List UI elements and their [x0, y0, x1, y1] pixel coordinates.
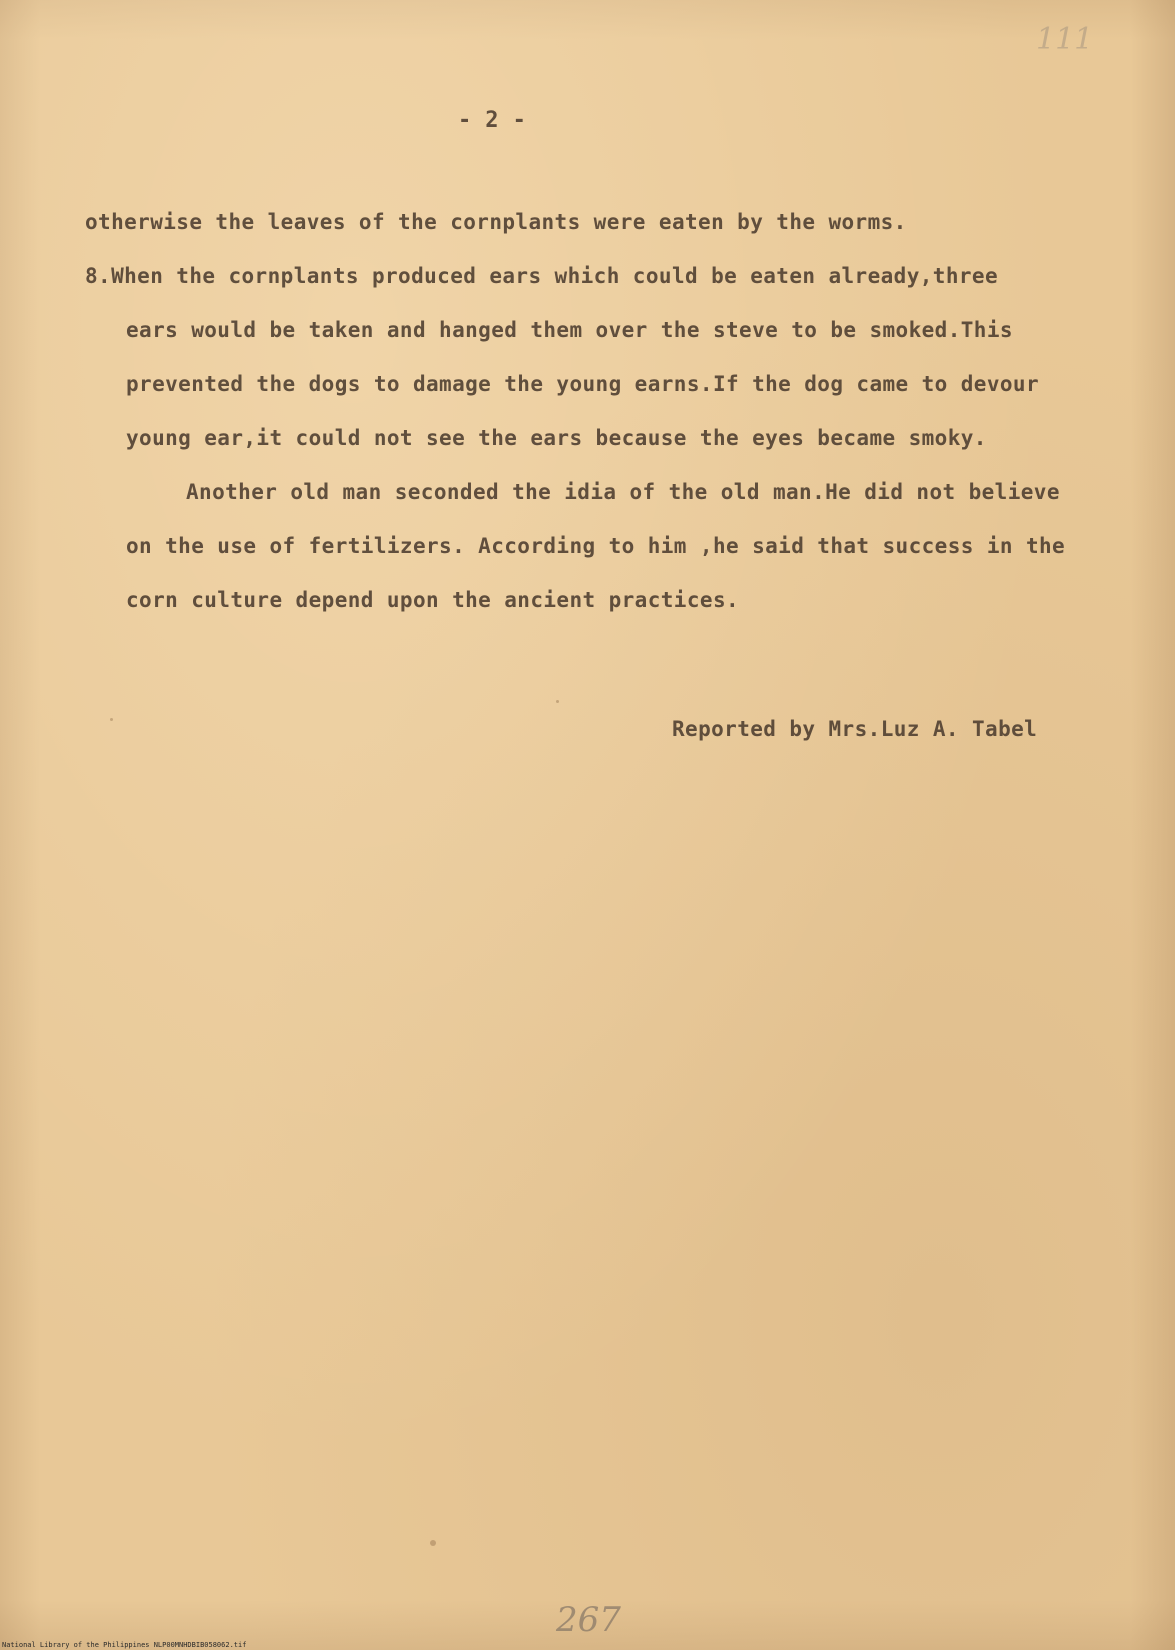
paper-spot — [556, 700, 559, 703]
text-line: prevented the dogs to damage the young earns.If the dog came to devour — [126, 372, 1040, 396]
text-line: 8.When the cornplants produced ears which could be eaten already,three — [85, 264, 999, 288]
folio-number: 267 — [556, 1600, 621, 1640]
page-number: - 2 - — [458, 108, 527, 133]
corner-pencil-mark: 111 — [1036, 22, 1094, 57]
text-line: Another old man seconded the idia of the old man.He did not believe — [186, 480, 1060, 504]
text-line: corn culture depend upon the ancient practices. — [126, 588, 740, 612]
archive-footer: National Library of the Philippines NLP00MNHDBIB058062.tif — [2, 1641, 247, 1649]
paper-spot — [430, 1540, 436, 1546]
text-line: young ear,it could not see the ears because the eyes became smoky. — [126, 426, 987, 450]
reporter-signature-line: Reported by Mrs.Luz A. Tabel — [672, 717, 1038, 741]
text-line: otherwise the leaves of the cornplants were eaten by the worms. — [85, 210, 907, 234]
text-line: ears would be taken and hanged them over the steve to be smoked.This — [126, 318, 1013, 342]
paper-spot — [110, 718, 113, 721]
text-line: on the use of fertilizers. According to him ,he said that success in the — [126, 534, 1066, 558]
